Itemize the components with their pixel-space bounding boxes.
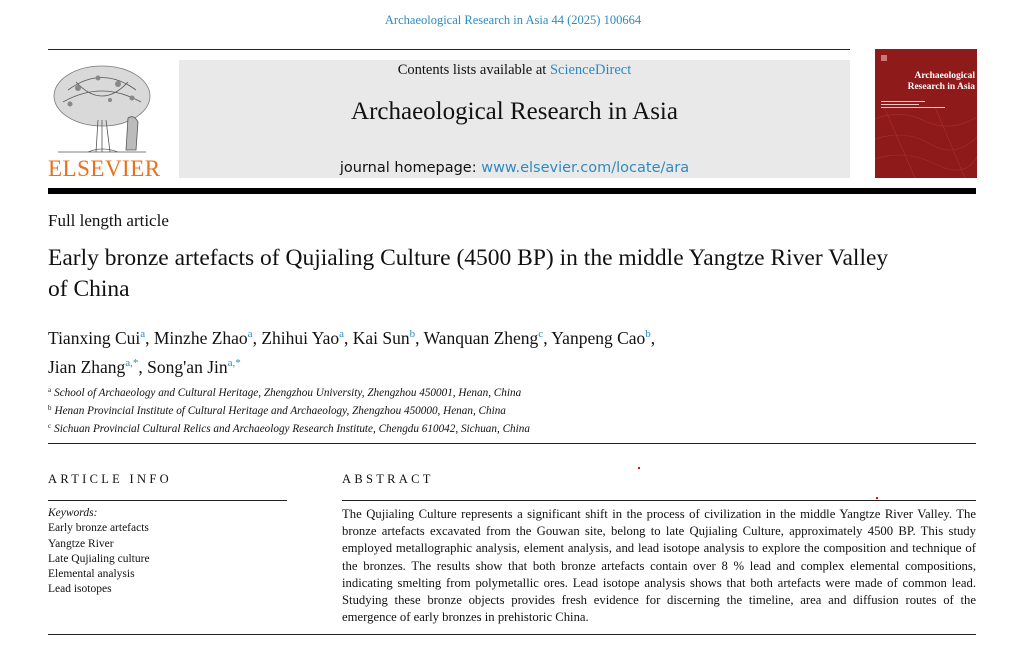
abstract-rule <box>342 500 976 501</box>
author-name[interactable]: Song'an Jin <box>147 357 228 377</box>
bottom-rule <box>48 634 976 635</box>
section-rule <box>48 443 976 444</box>
cover-pattern <box>875 49 977 178</box>
affiliation-mark: a <box>48 386 52 394</box>
keyword-item: Yangtze River <box>48 537 114 550</box>
author-affiliation-mark[interactable]: c <box>538 328 544 340</box>
article-info-rule <box>48 500 287 501</box>
affiliation-list <box>48 383 948 437</box>
contents-prefix: Contents lists available at <box>397 62 550 78</box>
affiliation-item <box>48 419 948 437</box>
contents-line <box>179 62 850 79</box>
journal-cover-image[interactable] <box>875 49 977 178</box>
keyword-item: Early bronze artefacts <box>48 522 149 535</box>
author-name[interactable]: Yanpeng Cao <box>551 328 646 348</box>
keywords-block <box>48 506 288 598</box>
keyword-item: Lead isotopes <box>48 583 112 596</box>
affiliation-text: Henan Provincial Institute of Cultural Heritage and Archaeology, Zhengzhou 450000, Henan, China <box>54 405 506 417</box>
keyword-item: Late Qujialing culture <box>48 552 150 565</box>
keywords-label: Keywords: <box>48 507 98 519</box>
keywords-list <box>48 521 288 597</box>
elsevier-wordmark: ELSEVIER <box>48 156 161 181</box>
author-separator: , <box>138 357 148 377</box>
homepage-link[interactable]: www.elsevier.com/locate/ara <box>481 160 690 176</box>
affiliation-mark: c <box>48 422 52 430</box>
author-separator: , <box>344 328 353 348</box>
author-separator: , <box>543 328 552 348</box>
keyword-item: Elemental analysis <box>48 568 135 581</box>
article-type: Full length article <box>48 211 169 230</box>
author-affiliation-mark[interactable]: a <box>140 328 146 340</box>
affiliation-text: School of Archaeology and Cultural Heritage, Zhengzhou University, Zhengzhou 450001, Henan, China <box>54 387 522 399</box>
journal-title: Archaeological Research in Asia <box>351 98 678 125</box>
abstract-text: The Qujialing Culture represents a significant shift in the process of civilization in the middle Yangtze River Valley. The bronze artefacts excavated from the Gouwan site, belong to late Qujialing Culture, approximately 4500 BP. This study employed metallographic analysis, element analysis, and lead isotope analysis to explore the composition and technique of the bronzes. The results show that both bronze artefacts contain over 8 % lead and complex elemental compositions, indicating smelting from polymetallic ores. Lead isotope analysis shows that both artefacts were made of common lead. Studying these bronze objects provides fresh evidence for discerning the timeline, area and diffusion routes of the emergence of early bronzes in prehistoric China. <box>342 507 976 625</box>
homepage-line <box>179 160 850 176</box>
stray-mark <box>876 497 878 499</box>
header-thick-rule <box>48 188 976 194</box>
header-top-rule <box>48 49 850 50</box>
author-name[interactable]: Tianxing Cui <box>48 328 141 348</box>
affiliation-item <box>48 401 948 419</box>
affiliation-item <box>48 383 948 401</box>
author-affiliation-mark[interactable]: a <box>247 328 253 340</box>
author-affiliation-mark[interactable]: b <box>645 328 651 340</box>
author-affiliation-mark[interactable]: a,* <box>125 357 139 369</box>
author-name[interactable]: Minzhe Zhao <box>153 328 248 348</box>
author-affiliation-mark[interactable]: b <box>409 328 416 340</box>
author-affiliation-mark[interactable]: a <box>339 328 344 340</box>
cover-subtext <box>881 99 961 110</box>
article-info-heading: ARTICLE INFO <box>48 472 172 486</box>
author-name[interactable]: Zhihui Yao <box>261 328 340 348</box>
author-separator: , <box>252 328 262 348</box>
homepage-prefix: journal homepage: <box>339 160 482 176</box>
author-separator: , <box>650 328 656 348</box>
author-separator: , <box>415 328 424 348</box>
journal-citation[interactable]: Archaeological Research in Asia 44 (2025) 100664 <box>384 13 642 27</box>
author-list <box>48 322 948 380</box>
stray-mark <box>638 467 640 469</box>
author-affiliation-mark[interactable]: a,* <box>227 357 241 369</box>
author-name[interactable]: Wanquan Zheng <box>423 328 539 348</box>
abstract-heading: ABSTRACT <box>342 472 434 486</box>
cover-title: Archaeological Research in Asia <box>907 71 975 92</box>
affiliation-mark: b <box>48 404 52 412</box>
author-separator: , <box>145 328 154 348</box>
sciencedirect-link[interactable]: ScienceDirect <box>549 62 632 78</box>
article-title: Early bronze artefacts of Qujialing Culture (4500 BP) in the middle Yangtze River Valley of China <box>48 245 889 302</box>
journal-banner <box>179 60 850 178</box>
author-name[interactable]: Kai Sun <box>352 328 410 348</box>
author-name[interactable]: Jian Zhang <box>48 357 126 377</box>
affiliation-text: Sichuan Provincial Cultural Relics and Archaeology Research Institute, Chengdu 610042, Sichuan, China <box>54 423 530 435</box>
